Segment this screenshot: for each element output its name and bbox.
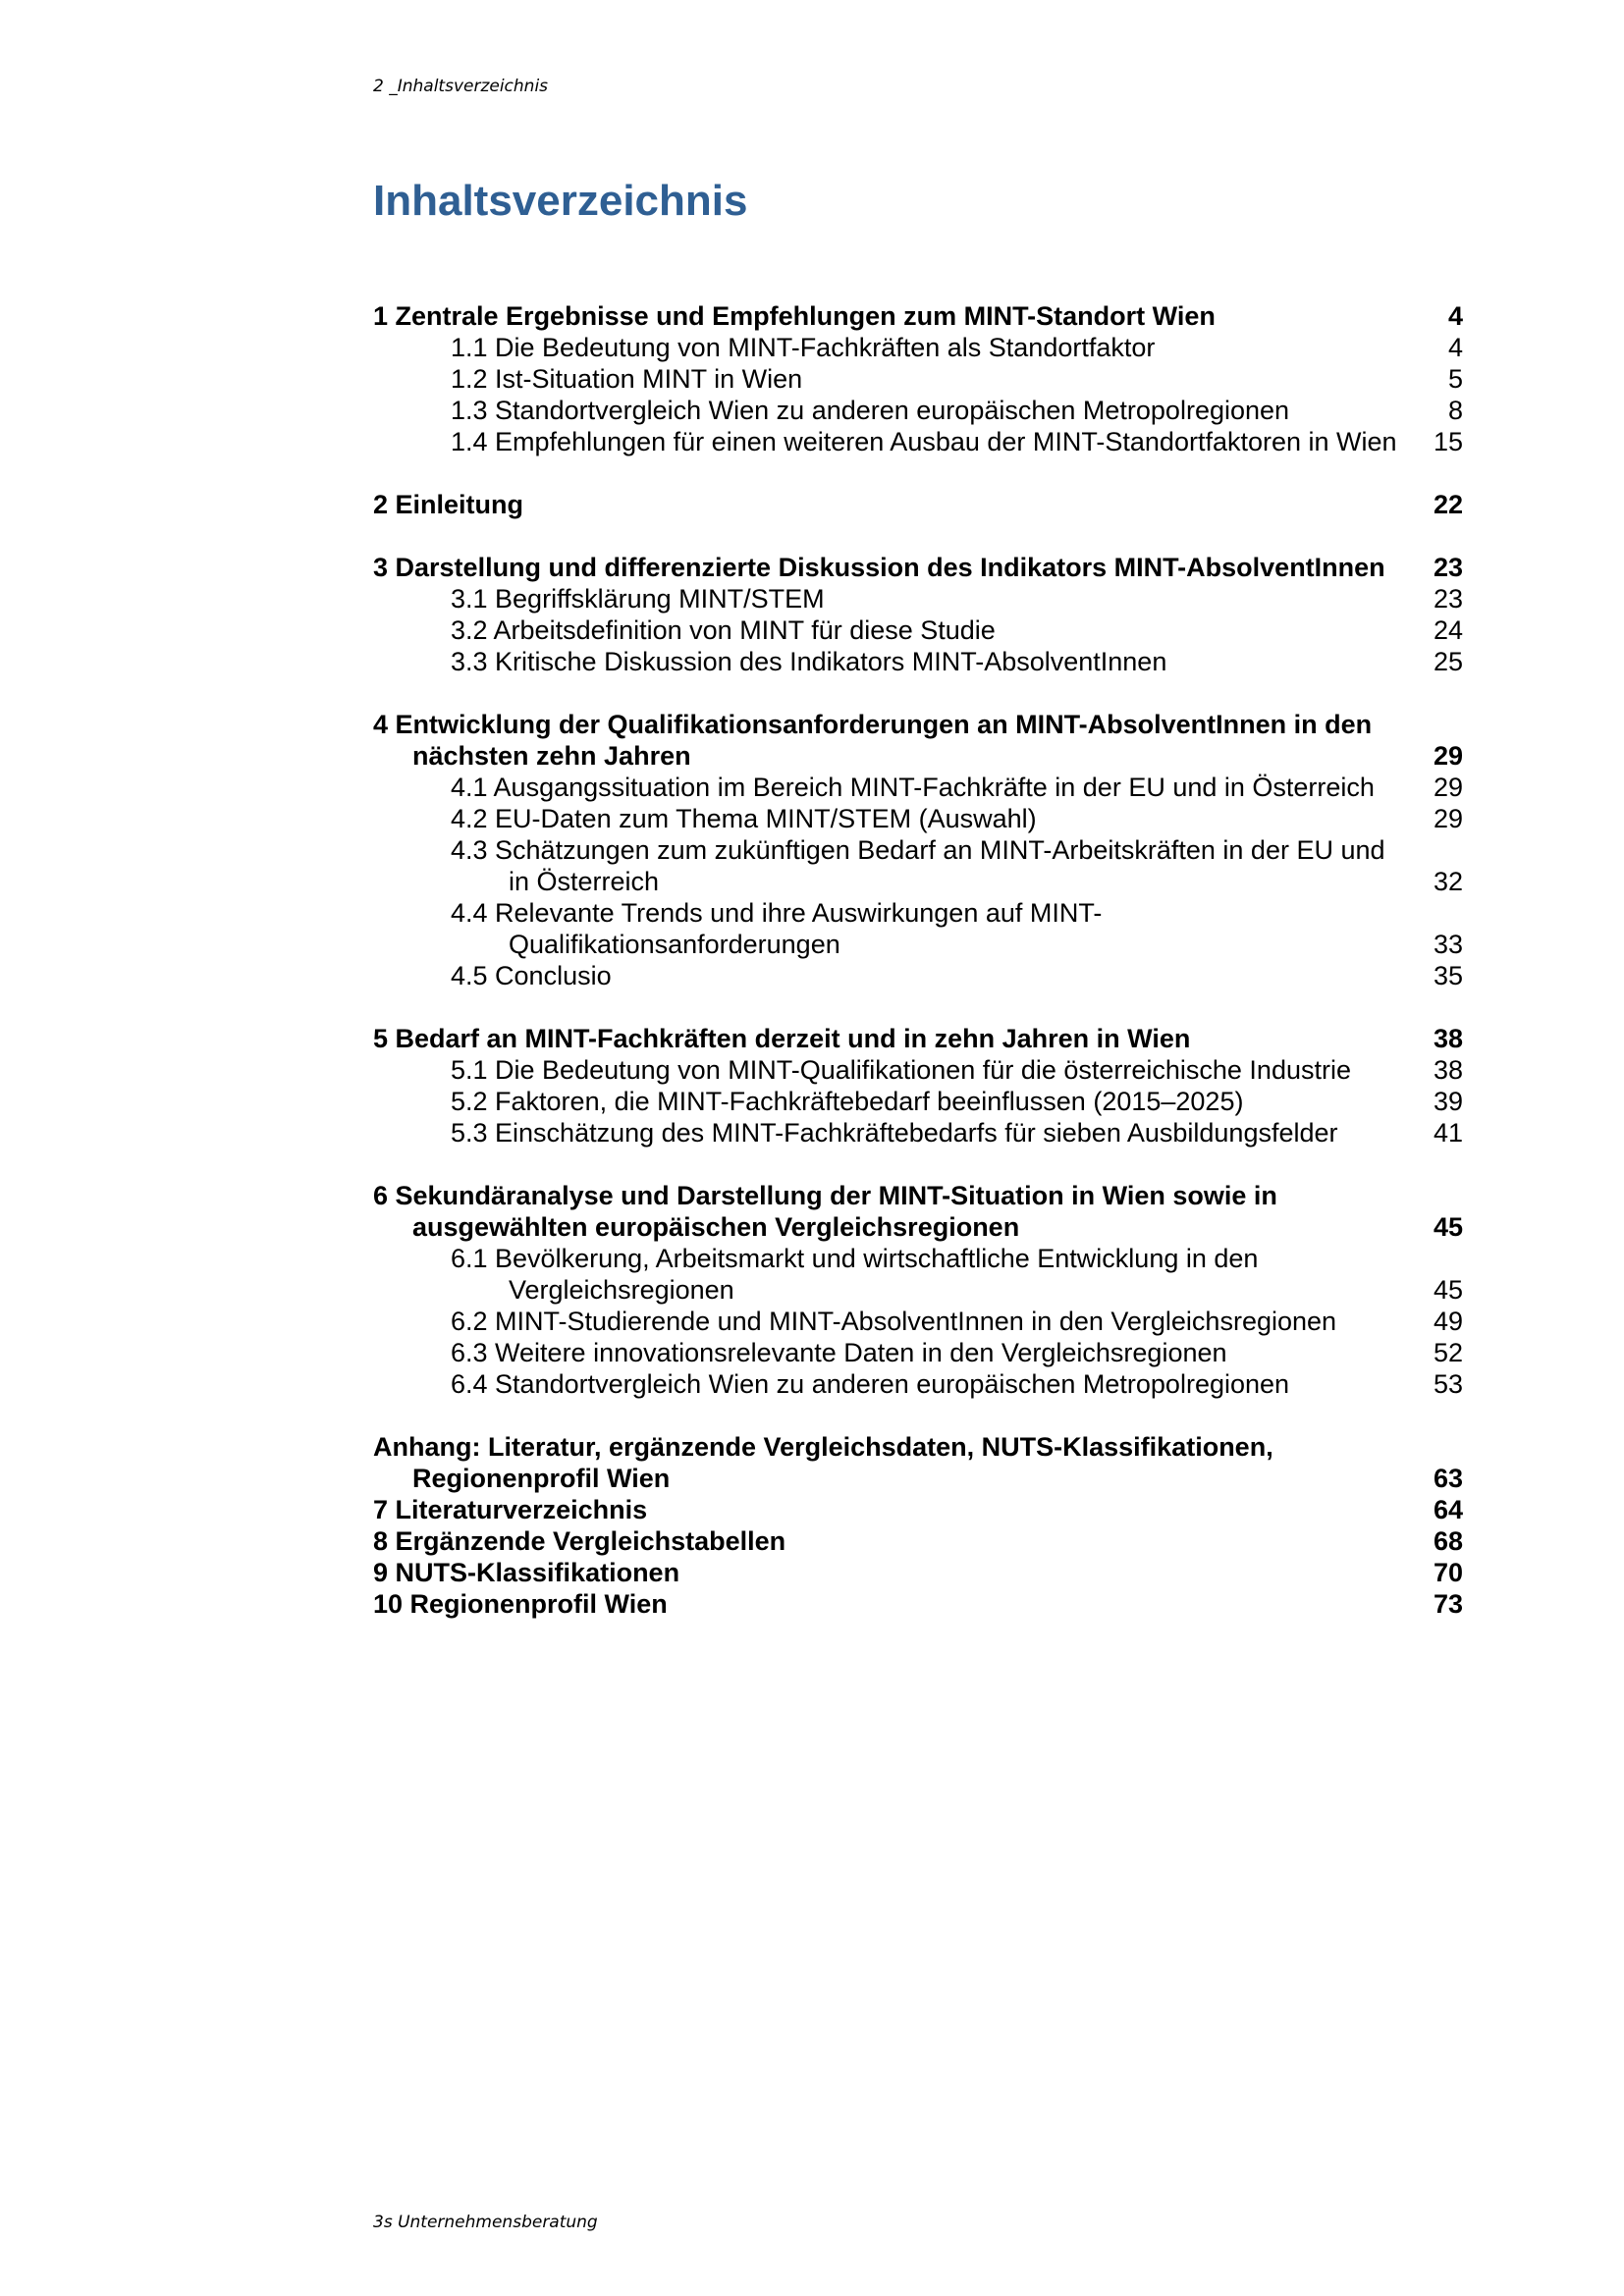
- toc-entry-page: 4: [1447, 301, 1463, 331]
- toc-entry-page: 64: [1433, 1495, 1463, 1524]
- toc-entry-3-1[interactable]: [373, 583, 1463, 614]
- toc-entry-page: 29: [1433, 741, 1463, 771]
- toc-entry-9[interactable]: [373, 1557, 1463, 1588]
- toc-entry-5-3[interactable]: [373, 1117, 1463, 1148]
- toc-entry-title: 8 Ergänzende Vergleichstabellen: [373, 1526, 786, 1556]
- toc-entry-title: 5.2 Faktoren, die MINT-Fachkräftebedarf beeinflussen (2015–2025): [451, 1087, 1244, 1116]
- toc-entry-page: 23: [1433, 584, 1463, 614]
- toc-entry-5[interactable]: [373, 1023, 1463, 1054]
- toc-entry-4-2[interactable]: [373, 803, 1463, 834]
- toc-entry-4[interactable]: [373, 709, 1463, 772]
- toc-entry-title: 5.3 Einschätzung des MINT-Fachkräftebedarfs für sieben Ausbildungsfelder: [451, 1118, 1338, 1148]
- toc-section-3: [373, 552, 1463, 677]
- toc-entry-title: 4.2 EU-Daten zum Thema MINT/STEM (Auswahl): [451, 804, 1037, 833]
- toc-section-6: [373, 1180, 1463, 1400]
- toc-entry-page: 8: [1447, 396, 1463, 425]
- toc-entry-7[interactable]: [373, 1494, 1463, 1525]
- toc-entry-page: 38: [1433, 1055, 1463, 1085]
- toc-entry-page: 53: [1433, 1369, 1463, 1399]
- toc-entry-5-1[interactable]: [373, 1054, 1463, 1086]
- toc-entry-1-3[interactable]: [373, 395, 1463, 426]
- toc-entry-title: 1.4 Empfehlungen für einen weiteren Ausbau der MINT-Standortfaktoren in Wien: [451, 427, 1397, 456]
- toc-entry-title: 3.2 Arbeitsdefinition von MINT für diese Studie: [451, 615, 996, 645]
- toc-entry-title: Anhang: Literatur, ergänzende Vergleichsdaten, NUTS-Klassifikationen, Regionenprofil Wien: [373, 1432, 1273, 1493]
- toc-entry-title: 1 Zentrale Ergebnisse und Empfehlungen zum MINT-Standort Wien: [373, 301, 1216, 331]
- toc-entry-2[interactable]: [373, 489, 1463, 520]
- toc-entry-1-4[interactable]: [373, 426, 1463, 457]
- toc-entry-6-4[interactable]: [373, 1368, 1463, 1400]
- toc-entry-title: 6 Sekundäranalyse und Darstellung der MINT-Situation in Wien sowie in ausgewählten europäischen Vergleichsregionen: [373, 1181, 1277, 1242]
- toc-entry-page: 5: [1447, 364, 1463, 394]
- toc-entry-page: 63: [1433, 1464, 1463, 1493]
- toc-entry-title: 1.2 Ist-Situation MINT in Wien: [451, 364, 803, 394]
- toc-entry-title: 5.1 Die Bedeutung von MINT-Qualifikationen für die österreichische Industrie: [451, 1055, 1351, 1085]
- toc-entry-title: 6.2 MINT-Studierende und MINT-AbsolventInnen in den Vergleichsregionen: [451, 1307, 1337, 1336]
- toc-entry-page: 68: [1433, 1526, 1463, 1556]
- toc-entry-title: 3.3 Kritische Diskussion des Indikators MINT-AbsolventInnen: [451, 647, 1167, 676]
- toc-section-1: [373, 300, 1463, 457]
- toc-entry-page: 41: [1433, 1118, 1463, 1148]
- toc-entry-6[interactable]: [373, 1180, 1463, 1243]
- toc-entry-title: 3.1 Begriffsklärung MINT/STEM: [451, 584, 825, 614]
- toc-entry-4-5[interactable]: [373, 960, 1463, 991]
- toc-entry-page: 24: [1433, 615, 1463, 645]
- toc-entry-title: 4 Entwicklung der Qualifikationsanforderungen an MINT-AbsolventInnen in den nächsten zehn Jahren: [373, 710, 1373, 771]
- toc-entry-page: 29: [1433, 804, 1463, 833]
- toc-entry-page: 45: [1433, 1212, 1463, 1242]
- toc-entry-page: 4: [1447, 333, 1463, 362]
- toc-entry-title: 3 Darstellung und differenzierte Diskussion des Indikators MINT-AbsolventInnen: [373, 553, 1385, 582]
- toc-entry-1-2[interactable]: [373, 363, 1463, 395]
- toc-appendix: [373, 1431, 1463, 1620]
- toc-entry-title: 5 Bedarf an MINT-Fachkräften derzeit und in zehn Jahren in Wien: [373, 1024, 1191, 1053]
- toc-entry-title: 4.4 Relevante Trends und ihre Auswirkungen auf MINT-Qualifikationsanforderungen: [451, 898, 1103, 959]
- toc-section-2: [373, 489, 1463, 520]
- toc-entry-1[interactable]: [373, 300, 1463, 332]
- toc-entry-title: 2 Einleitung: [373, 490, 524, 519]
- toc-entry-title: 10 Regionenprofil Wien: [373, 1589, 668, 1619]
- toc-entry-page: 73: [1433, 1589, 1463, 1619]
- toc-section-5: [373, 1023, 1463, 1148]
- toc-entry-page: 15: [1433, 427, 1463, 456]
- toc-entry-6-1[interactable]: [373, 1243, 1463, 1306]
- toc-entry-10[interactable]: [373, 1588, 1463, 1620]
- toc-entry-title: 4.5 Conclusio: [451, 961, 612, 990]
- toc-entry-3-2[interactable]: [373, 614, 1463, 646]
- table-of-contents: [373, 300, 1463, 1620]
- toc-entry-4-1[interactable]: [373, 772, 1463, 803]
- toc-entry-8[interactable]: [373, 1525, 1463, 1557]
- toc-entry-page: 52: [1433, 1338, 1463, 1367]
- toc-entry-title: 9 NUTS-Klassifikationen: [373, 1558, 680, 1587]
- toc-entry-3-3[interactable]: [373, 646, 1463, 677]
- toc-entry-1-1[interactable]: [373, 332, 1463, 363]
- toc-entry-appendix[interactable]: [373, 1431, 1463, 1494]
- toc-entry-6-2[interactable]: [373, 1306, 1463, 1337]
- toc-entry-title: 1.3 Standortvergleich Wien zu anderen europäischen Metropolregionen: [451, 396, 1290, 425]
- running-footer: 3s Unternehmensberatung: [373, 2213, 598, 2232]
- toc-section-4: [373, 709, 1463, 991]
- toc-entry-page: 35: [1433, 961, 1463, 990]
- toc-entry-3[interactable]: [373, 552, 1463, 583]
- toc-entry-title: 6.1 Bevölkerung, Arbeitsmarkt und wirtschaftliche Entwicklung in den Vergleichsregionen: [451, 1244, 1259, 1305]
- toc-entry-page: 49: [1433, 1307, 1463, 1336]
- toc-entry-4-4[interactable]: [373, 897, 1463, 960]
- toc-entry-page: 39: [1433, 1087, 1463, 1116]
- toc-entry-page: 32: [1433, 867, 1463, 896]
- toc-entry-title: 1.1 Die Bedeutung von MINT-Fachkräften als Standortfaktor: [451, 333, 1156, 362]
- toc-entry-page: 45: [1433, 1275, 1463, 1305]
- toc-entry-page: 33: [1433, 930, 1463, 959]
- toc-entry-page: 23: [1433, 553, 1463, 582]
- running-header: 2 _Inhaltsverzeichnis: [373, 77, 549, 96]
- toc-entry-page: 22: [1433, 490, 1463, 519]
- toc-entry-page: 25: [1433, 647, 1463, 676]
- toc-entry-page: 70: [1433, 1558, 1463, 1587]
- toc-entry-page: 38: [1433, 1024, 1463, 1053]
- toc-entry-title: 6.3 Weitere innovationsrelevante Daten in den Vergleichsregionen: [451, 1338, 1227, 1367]
- toc-entry-4-3[interactable]: [373, 834, 1463, 897]
- toc-entry-page: 29: [1433, 773, 1463, 802]
- toc-entry-title: 4.1 Ausgangssituation im Bereich MINT-Fachkräfte in der EU und in Österreich: [451, 773, 1375, 802]
- page-title: Inhaltsverzeichnis: [373, 177, 748, 225]
- toc-entry-5-2[interactable]: [373, 1086, 1463, 1117]
- toc-entry-title: 6.4 Standortvergleich Wien zu anderen europäischen Metropolregionen: [451, 1369, 1290, 1399]
- toc-entry-title: 7 Literaturverzeichnis: [373, 1495, 648, 1524]
- toc-entry-6-3[interactable]: [373, 1337, 1463, 1368]
- toc-entry-title: 4.3 Schätzungen zum zukünftigen Bedarf an MINT-Arbeitskräften in der EU und in Österreich: [451, 835, 1385, 896]
